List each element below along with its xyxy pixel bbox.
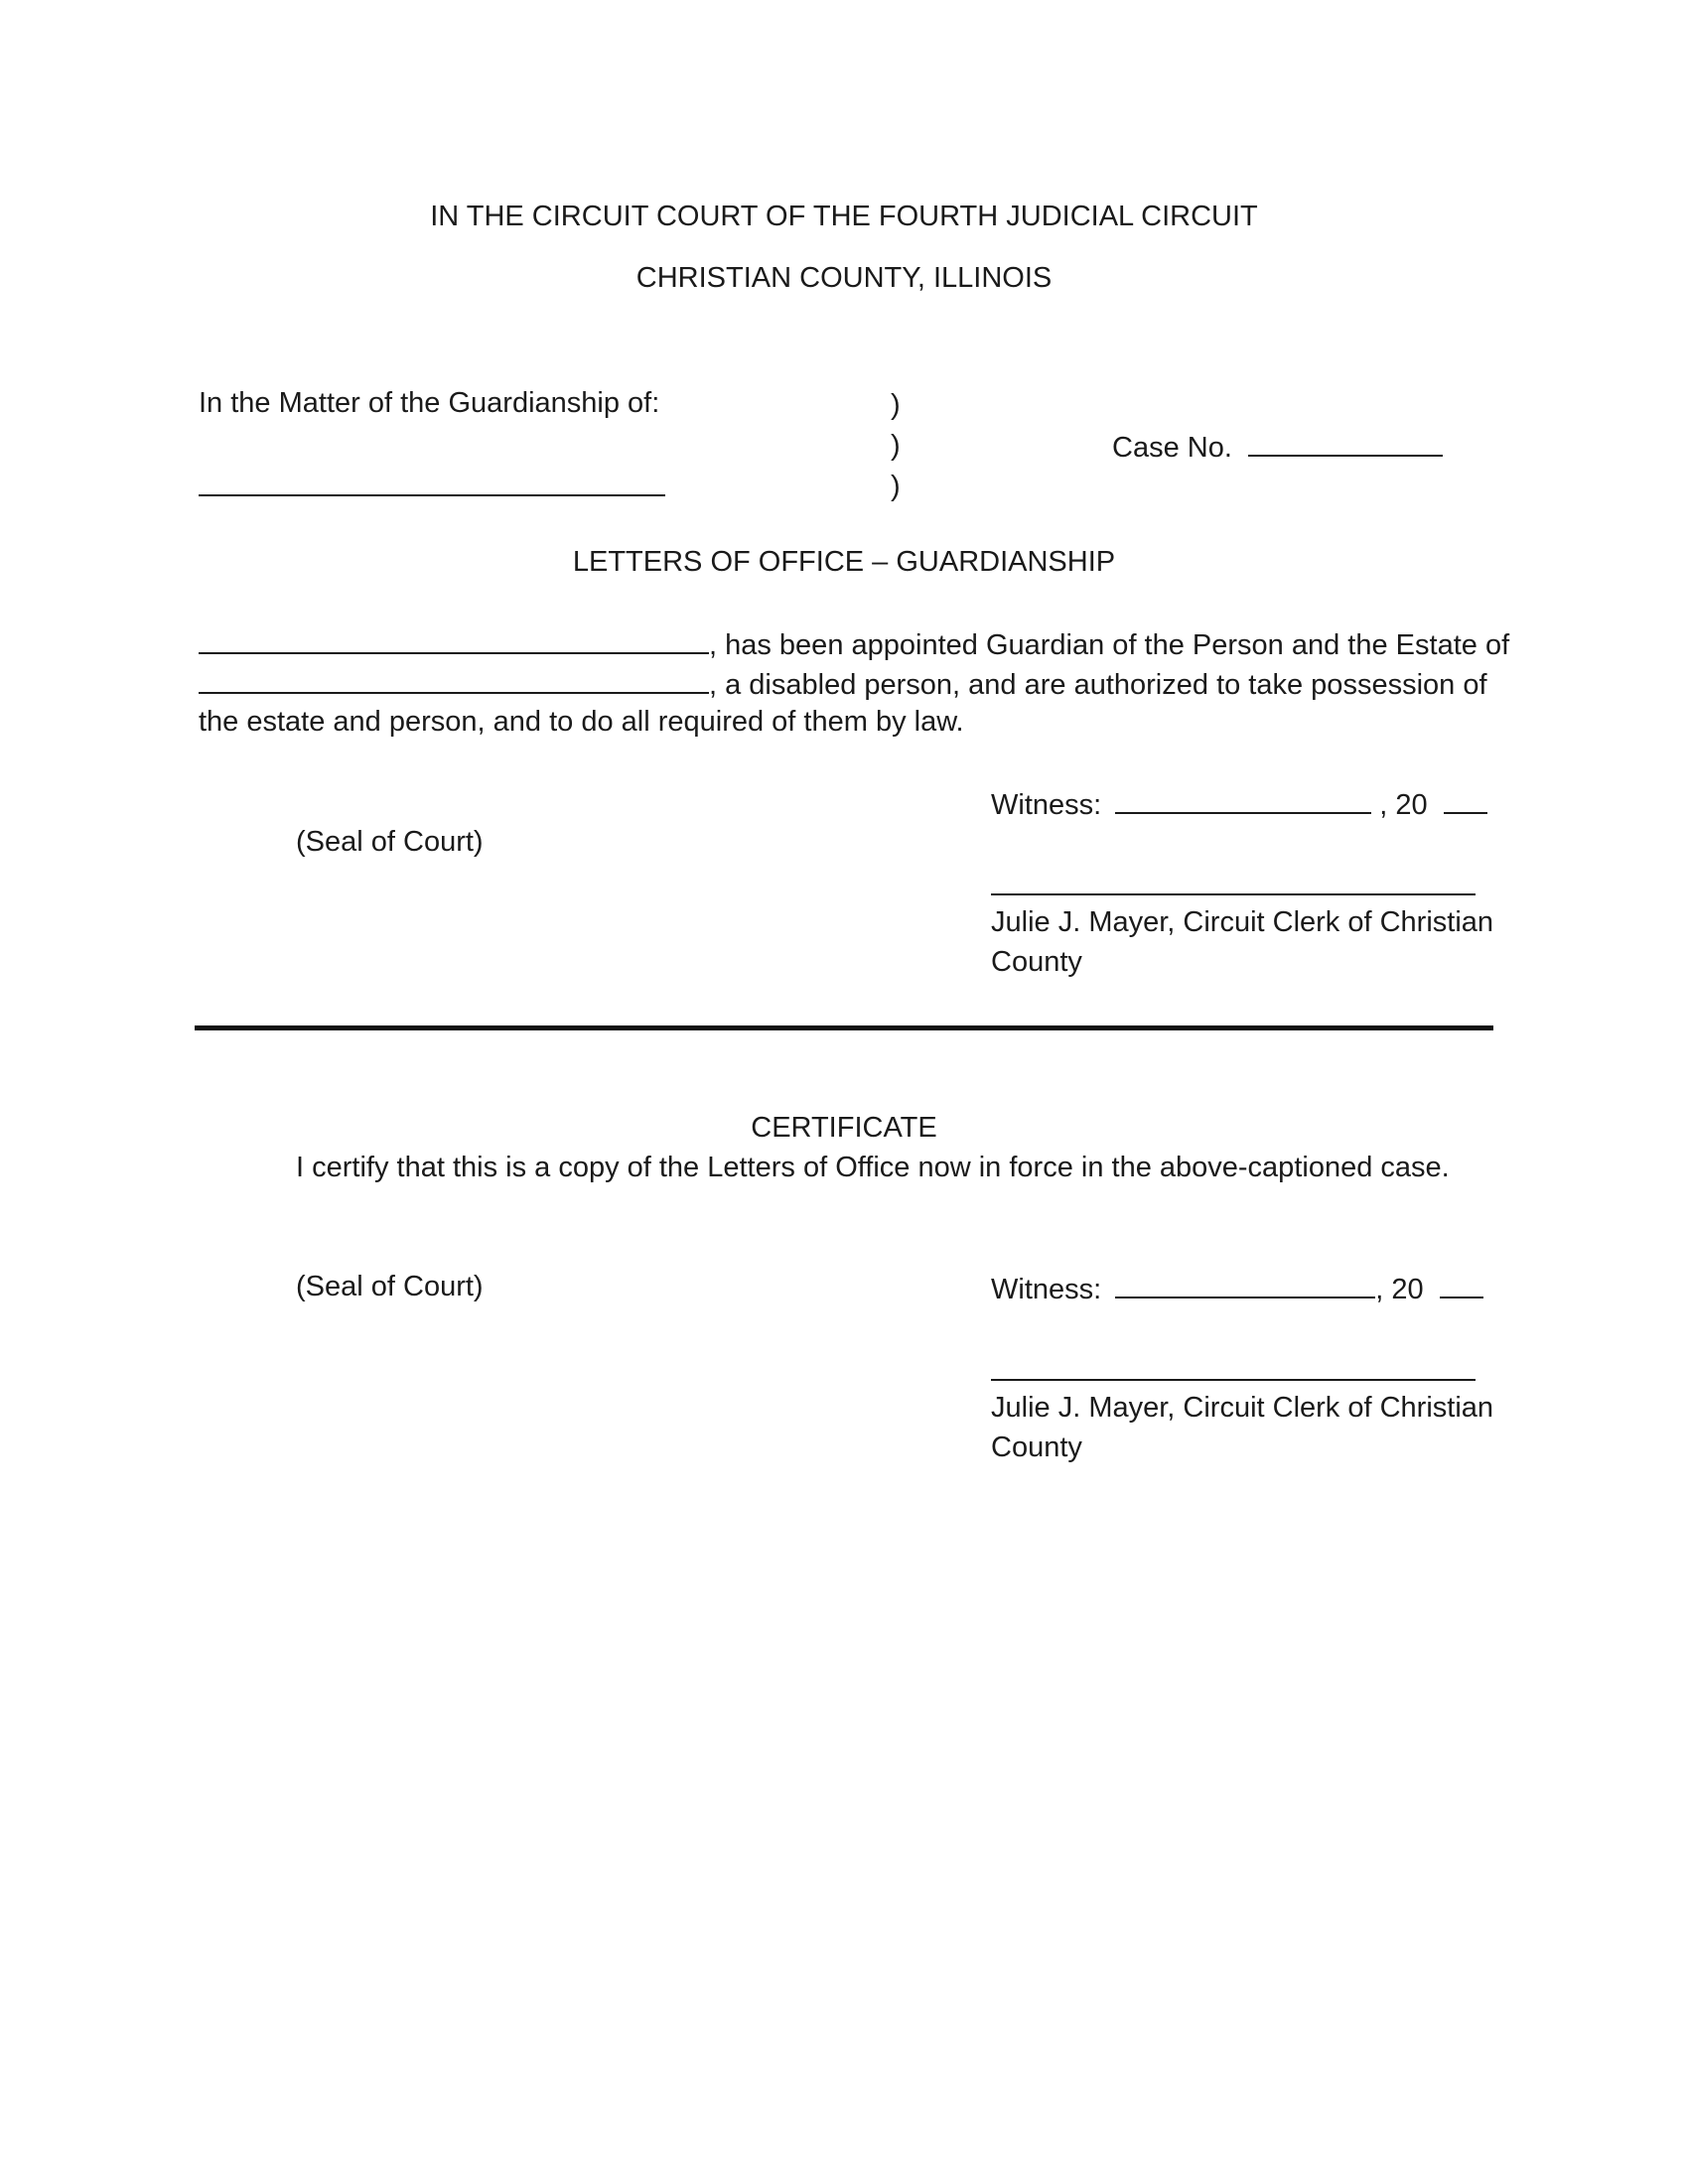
letters-line-3: the estate and person, and to do all required of them by law. — [199, 706, 964, 738]
clerk-name-line-1: Julie J. Mayer, Circuit Clerk of Christian — [991, 906, 1494, 938]
year-prefix: , 20 — [1379, 789, 1428, 821]
case-number-blank[interactable] — [1248, 425, 1443, 457]
year-blank[interactable] — [1444, 782, 1487, 814]
caption-paren-2: ) — [891, 430, 901, 462]
certificate-clerk-line-2: County — [991, 1432, 1082, 1463]
caption-paren-1: ) — [891, 389, 901, 421]
certificate-witness-label: Witness: — [991, 1274, 1102, 1305]
letters-title: LETTERS OF OFFICE – GUARDIANSHIP — [572, 546, 1116, 578]
matter-label: In the Matter of the Guardianship of: — [199, 387, 660, 419]
guardian-name-blank[interactable] — [199, 622, 709, 654]
court-title: IN THE CIRCUIT COURT OF THE FOURTH JUDICIAL CIRCUIT — [430, 201, 1258, 232]
clerk-signature-line[interactable] — [991, 893, 1476, 895]
certificate-clerk-line-1: Julie J. Mayer, Circuit Clerk of Christian — [991, 1392, 1494, 1424]
letters-line-2-text: , a disabled person, and are authorized to take possession of — [709, 669, 1487, 701]
county-title: CHRISTIAN COUNTY, ILLINOIS — [635, 262, 1053, 294]
certificate-title: CERTIFICATE — [751, 1112, 937, 1144]
letters-line-2 — [199, 662, 1499, 705]
seal-of-court: (Seal of Court) — [296, 826, 484, 858]
witness-label: Witness: — [991, 789, 1102, 821]
letters-witness — [991, 782, 1487, 825]
certificate-witness — [991, 1267, 1483, 1309]
disabled-person-blank[interactable] — [199, 662, 709, 694]
certificate-seal: (Seal of Court) — [296, 1271, 484, 1302]
certificate-witness-date-blank[interactable] — [1115, 1267, 1375, 1298]
case-number-label: Case No. — [1112, 432, 1232, 464]
letters-line-1-text: , has been appointed Guardian of the Person and the Estate of — [709, 629, 1510, 661]
case-number-field — [1112, 425, 1443, 468]
ward-name-blank[interactable] — [199, 475, 665, 496]
clerk-name-line-2: County — [991, 946, 1082, 978]
certificate-year-prefix: , 20 — [1375, 1274, 1424, 1305]
section-divider — [195, 1025, 1493, 1030]
letters-line-1 — [199, 622, 1510, 665]
certificate-year-blank[interactable] — [1440, 1267, 1483, 1298]
caption-paren-3: ) — [891, 471, 901, 502]
certificate-text: I certify that this is a copy of the Letters of Office now in force in the above-captioned case. — [296, 1152, 1450, 1183]
certificate-signature-line[interactable] — [991, 1379, 1476, 1381]
witness-date-blank[interactable] — [1115, 782, 1371, 814]
